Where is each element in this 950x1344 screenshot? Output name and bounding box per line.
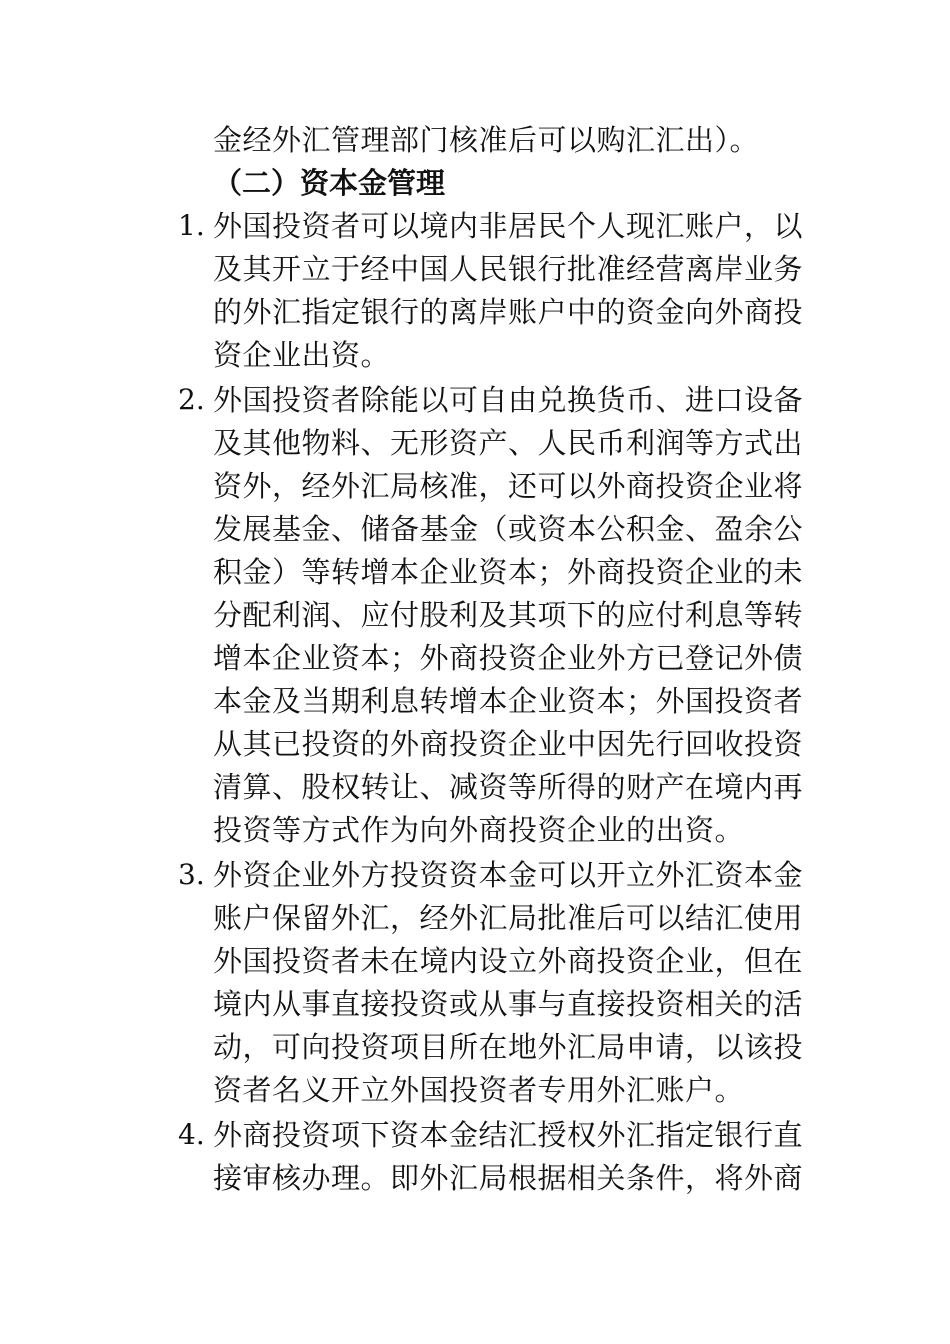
item-line: 境内从事直接投资或从事与直接投资相关的活	[213, 987, 804, 1021]
item-line: 及其开立于经中国人民银行批准经营离岸业务	[213, 252, 804, 286]
item-number: 1.	[178, 209, 205, 242]
item-line: 资企业出资。	[213, 338, 391, 372]
item-line: 投资等方式作为向外商投资企业的出资。	[213, 813, 745, 847]
item-line: 外资企业外方投资资本金可以开立外汇资本金	[213, 858, 804, 892]
item-number: 4.	[178, 1118, 205, 1151]
item-line: 积金）等转增本企业资本；外商投资企业的未	[213, 555, 804, 589]
item-line: 资外，经外汇局核准，还可以外商投资企业将	[213, 469, 804, 503]
intro-line: 金经外汇管理部门核准后可以购汇汇出）。	[213, 123, 760, 157]
item-number: 2.	[178, 383, 205, 416]
item-line: 资者名义开立外国投资者专用外汇账户。	[213, 1073, 745, 1107]
item-line: 外国投资者除能以可自由兑换货币、进口设备	[213, 383, 804, 417]
item-line: 外商投资项下资本金结汇授权外汇指定银行直	[213, 1118, 804, 1152]
item-line: 本金及当期利息转增本企业资本；外国投资者	[213, 684, 804, 718]
section-heading: （二）资本金管理	[213, 166, 446, 200]
item-line: 账户保留外汇，经外汇局批准后可以结汇使用	[213, 901, 804, 935]
item-line: 从其已投资的外商投资企业中因先行回收投资	[213, 727, 804, 761]
item-line: 清算、股权转让、减资等所得的财产在境内再	[213, 770, 804, 804]
item-line: 增本企业资本；外商投资企业外方已登记外债	[213, 641, 804, 675]
item-line: 动，可向投资项目所在地外汇局申请，以该投	[213, 1030, 804, 1064]
item-line: 外国投资者可以境内非居民个人现汇账户，以	[213, 209, 804, 243]
item-line: 外国投资者未在境内设立外商投资企业，但在	[213, 944, 804, 978]
item-line: 分配利润、应付股利及其项下的应付利息等转	[213, 598, 804, 632]
item-line: 的外汇指定银行的离岸账户中的资金向外商投	[213, 295, 804, 329]
item-line: 发展基金、储备基金（或资本公积金、盈余公	[213, 512, 804, 546]
item-number: 3.	[178, 858, 205, 891]
item-line: 及其他物料、无形资产、人民币利润等方式出	[213, 426, 804, 460]
item-line: 接审核办理。即外汇局根据相关条件，将外商	[213, 1161, 804, 1195]
